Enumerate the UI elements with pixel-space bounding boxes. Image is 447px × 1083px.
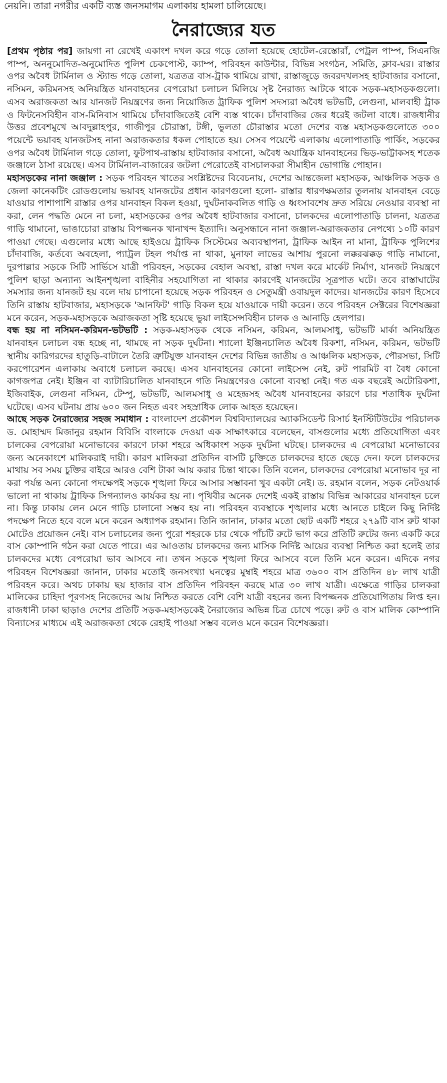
article-paragraph-intro: [7, 46, 440, 173]
section-subhead: বন্ধ হয় না নসিমন-করিমন-ভটভটি :: [7, 326, 148, 337]
paragraph-text: বাংলাদেশ প্রকৌশল বিশ্ববিদ্যালয়ের অ্যাকসিডেন্ট রিসার্চ ইনস্টিটিউটের পরিচালক ড. মোহাম্মদ মিজানুর রহমান বিবিসি বাংলাকে দেওয়া এক সাক্ষাৎকারে বলেছেন, বাসগুলোর মধ্যে প্রতিযোগিতা এবং চালকের বেপরোয়া মনোভাবের কারণে ঢাকা শহরে অধিকাংশ সড়ক দুর্ঘটনা ঘটছে। চালকদের এ বেপরোয়া মনোভাবের জন্য অনেকাংশে মালিকরাই দায়ী। কারণ মালিকরা প্রতিদিন বাসটি চুক্তিতে চালকদের হাতে ছেড়ে দেন। ফলে চালকদের মাথায় সব সময় চুক্তির বাইরে আরও বেশি টাকা আয় করার চিন্তা থাকে। তিনি বলেন, চালকদের বেপরোয়া মনোভাব দূর না করা পর্যন্ত অন্য কোনো পদক্ষেপই সড়কে শৃঙ্খলা ফিরে আসার সম্ভাবনা খুব একটা নেই। ড. রহমান বলেন, সড়ক নেটওয়ার্ক ভালো না থাকায় ট্রাফিক সিগন্যালও কার্যকর হয় না। পৃথিবীর অনেক দেশেই একই রাস্তায় বিভিন্ন আকারের যানবাহন চলে না। কিন্তু ঢাকায় লেন মেনে গাড়ি চালানো সম্ভব হয় না। পরিবহন ব্যবস্থাকে শৃঙ্খলার মধ্যে আনতে চাইলে কিছু নির্দিষ্ট পদক্ষেপ নিতে হবে বলে মনে করেন অধ্যাপক রহমান। তিনি জানান, ঢাকার মতো ছোট একটি শহরে ২৭৯টি বাস রুট থাকা মোটেও প্রয়োজন নেই। বাস চলাচলের জন্য পুরো শহরকে চার থেকে পাঁচটি রুটে ভাগ করে প্রতিটি রুটের জন্য একটি করে বাস কোম্পানি গঠন করা যেতে পারে। এর আওতায় চালকদের জন্য মাসিক নির্দিষ্ট আয়ের ব্যবস্থা নিশ্চিত করা হলেই তার চালকদের মধ্যে বেপরোয়া ভাব আসবে না। তখন সড়কে শৃঙ্খলা ফিরে আসবে বলে তিনি মনে করেন। এদিকে নগর পরিবহন বিশেষজ্ঞরা জানান, ঢাকার মতোই জনসংখ্যা ঘনত্বের মুম্বাই শহরে মাত্র ৩৬০০ বাস প্রতিদিন ৪৮ লাখ যাত্রী পরিবহন করে। অথচ ঢাকায় ছয় হাজার বাস প্রতিদিন পরিবহন করছে মাত্র ৩০ লাখ যাত্রী। এক্ষেত্রে গাড়ির চালকরা মালিকের চাহিদা পূরণসহ নিজেদের আয় নিশ্চিত করতে বেশি বেশি যাত্রী বহনের জন্য বিপজ্জনক প্রতিযোগিতায় লিপ্ত হন। রাজধানী ঢাকা ছাড়াও দেশের প্রতিটি সড়ক-মহাসড়কেই নৈরাজ্যের অভিন্ন চিত্র চোখে পড়ে। রুট ও বাস মালিক কোম্পানি বিন্যাসের মাধ্যমে এই অরাজকতা থেকে রেহাই পাওয়া সম্ভব বলেও মনে করেন বিশেষজ্ঞরা।: [7, 415, 440, 629]
paragraph-text: জায়গা না রেখেই একাংশ দখল করে গড়ে তোলা হয়েছে হোটেল-রেস্তোরাঁ, পেট্রল পাম্প, সিএনজি পাম্প, অননুমোদিত-অনুমোদিত পুলিশ চেকপোস্ট, ক্যাম্প, পরিবহন কাউন্টার, বিভিন্ন সংগঠন, সমিতি, ক্লাব-ঘর। রাস্তার ওপর অবৈধ টার্মিনাল ও স্ট্যান্ড গড়ে তোলা, যত্রতত্র বাস-ট্রাক থামিয়ে রাখা, রাস্তাজুড়ে জবরদখলসহ হাটবাজার বসানো, নসিমন, করিমনসহ অনিয়ন্ত্রিত যানবাহনের বেপরোয়া চলাচল মিলিয়ে সৃষ্ট নৈরাজ্য আটকে থাকে সড়ক-মহাসড়কগুলো। এসব অরাজকতা আর যানজট নিয়ন্ত্রণের জন্য নিয়োজিত ট্রাফিক পুলিশ সদস্যরা অবৈধ ভটভটি, লেগুনা, মালবাহী ট্রাক ও ফিটনেসবিহীন বাস-মিনিবাস থামিয়ে চাঁদাবাজিতেই বেশি ব্যস্ত থাকে। চাঁদাবাজির জের ধরেই জটলা বাধে। রাজধানীর উত্তর প্রবেশমুখে আবদুল্লাহপুর, গাজীপুর চৌরাস্তা, টঙ্গী, ভুলতা চৌরাস্তার মতো দেশের ব্যস্ত মহাসড়কগুলোতে ৩০০ পয়েন্টে ভয়াবহ যানজটসহ নানা অরাজকতার ধকল পোহাতে হয়। সেসব পয়েন্টে এলাকায় এলোপাতাড়ি পার্কিং, সড়কের ওপর অবৈধ টার্মিনাল গড়ে তোলা, ফুটপাথ-রাস্তায় হাটবাজার বসানো, অবৈধ অযান্ত্রিক যানবাহনের ভিড়-ভাট্টাকসহ শতেক জঞ্জালে ঠাসা রয়েছে। এসব টার্মিনাল-বাজারের জটলা পেরোতেই বাসচালকরা সীমাহীন ভোগান্তি পোহান।: [7, 47, 440, 172]
section-subhead: মহাসড়কের নানা জঞ্জাল :: [7, 174, 103, 185]
article-section-illegal-vehicles: [7, 325, 440, 414]
paragraph-text: সড়ক-মহাসড়ক থেকে নসিমন, করিমন, আলমসাধু, ভটভটি মার্কা অনিয়ন্ত্রিত যানবাহন চলাচল বন্ধ হচ্ছে না, থামছে না সড়ক দুর্ঘটনা। শ্যালো ইঞ্জিনচালিত অবৈধ রিকশা, নসিমন, করিমন, ভটভটি স্থানীয় কারিগরদের হাতুড়ি-বাটালে তৈরি ত্রুটিযুক্ত যানবাহন দেশের বিভিন্ন জাতীয় ও আঞ্চলিক মহাসড়ক, পৌরসভা, সিটি করপোরেশন এলাকায় অবাধে চলাচল করছে। এসব যানবাহনের কোনো লাইসেন্স নেই, রুট পারমিট বা বৈধ কোনো কাগজপত্র নেই। ইঞ্জিন বা ব্যাটারিচালিত যানবাহনে গতি নিয়ন্ত্রণেরও কোনো ব্যবস্থা নেই। গত এক বছরেই অটোরিকশা, ইজিবাইক, লেগুনা নসিমন, টেম্পু, ভটভটি, আলমসাধু ও মহেন্দ্রসহ অবৈধ যানবাহনের কারণে চার শতাধিক দুর্ঘটনা ঘটেছে। এসব ঘটনায় প্রায় ৬০০ জন নিহত এবং সহস্রাধিক লোক আহত হয়েছেন।: [7, 326, 440, 413]
headline-underline: [250, 42, 427, 44]
continuation-marker: [প্রথম পৃষ্ঠার পর]: [7, 47, 73, 57]
article-section-highway-clutter: [7, 173, 440, 325]
previous-article-tail: নেয়নি। তারা নগরীর একটি ব্যস্ত জনসমাগম এলাকায় হামলা চালিয়েছে।: [4, 1, 267, 12]
article-headline: নৈরাজ্যের যত: [171, 20, 276, 41]
article-body: [7, 46, 440, 1080]
section-subhead: আছে সড়ক নৈরাজ্যের সহজ সমাধান :: [7, 415, 149, 426]
paragraph-text: সড়ক পরিবহন খাতের সংশ্লিষ্টদের বিবেচনায়, দেশের আন্তজেলা মহাসড়ক, আঞ্চলিক সড়ক ও জেলা কানেকটিং রোডগুলোয় ভয়াবহ যানজটের প্রধান কারণগুলো হলো- রাস্তার ধারণক্ষমতার তুলনায় যানবাহন বেড়ে যাওয়ার পাশাপাশি রাস্তার ওপর যানবাহন বিকল হওয়া, দুর্ঘটনাকবলিত গাড়ি ও ধ্বংসাবশেষ দ্রুত সরিয়ে নেওয়ার ব্যবস্থা না করা, লেন পদ্ধতি মেনে না চলা, মহাসড়কের ওপর অবৈধ হাটবাজার বসানো, চালকদের এলোপাতাড়ি চালনা, যত্রতত্র গাড়ি থামানো, ভাঙাচোরা রাস্তায় বিপজ্জনক খানাখন্দ ইত্যাদি। অনুসন্ধানে নানা জঞ্জাল-অরাজকতার নেপথ্যে ১০টি কারণ পাওয়া গেছে। এগুলোর মধ্যে আছে হাইওয়ে ট্রাফিক সিস্টেমের অব্যবস্থাপনা, ট্রাফিক আইন না মানা, ট্রাফিক পুলিশের চাঁদাবাজি, কর্তব্যে অবহেলা, প্যাট্রল টহল পর্যাপ্ত না থাকা, মুনাফা লাভের আশায় পুরনো লক্করঝক্কড় গাড়ি নামানো, দুরপাল্লার সড়কে সিটি সার্ভিসে যাত্রী পরিবহন, সড়কের বেহাল অবস্থা, রাস্তা দখল করে মার্কেট নির্মাণ, যানজট নিয়ন্ত্রণে পুলিশ ছাড়া অন্যান্য আইনশৃঙ্খলা বাহিনীর সহযোগিতা না থাকার কারণেই যানজটের সূত্রপাত ঘটে। তবে রাস্তাঘাটের সমস্যার জন্য যানজট হয় বলে দায় চাপানো হয়েছে সড়ক পরিবহন ও সেতুমন্ত্রী ওবায়দুল কাদের। যানজটের কারণ হিসেবে তিনি রাস্তায় হাটবাজার, মহাসড়কে 'আনফিট' গাড়ি বিকল হয়ে যাওয়াকে দায়ী করেন। তবে পরিবহন সেক্টরের বিশেষজ্ঞরা মনে করেন, সড়ক-মহাসড়কে অরাজকতা সৃষ্টি হয়েছে ভুয়া লাইসেন্সবিহীন চালক ও আনাড়ি হেলপার।: [7, 174, 440, 324]
article-section-solution: [7, 414, 440, 630]
